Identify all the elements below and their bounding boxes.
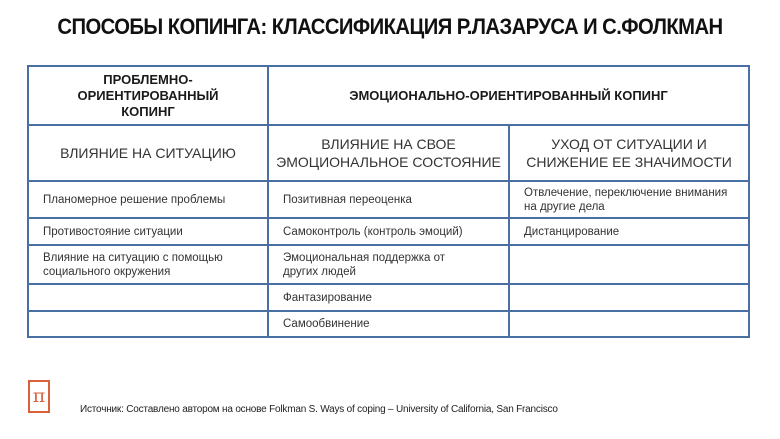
table-row <box>28 245 749 284</box>
coping-table <box>27 65 750 338</box>
column-header-situation: ВЛИЯНИЕ НА СИТУАЦИЮ <box>28 125 268 181</box>
header-problem-focused: ПРОБЛЕМНО-ОРИЕНТИРОВАННЫЙ КОПИНГ <box>28 66 268 125</box>
table-row <box>28 181 749 218</box>
table-cell <box>28 284 268 311</box>
table-cell: Отвлечение, переключение внимания на другие дела <box>509 181 749 218</box>
table-cell: Фантазирование <box>268 284 509 311</box>
table-cell: Самообвинение <box>268 311 509 337</box>
table-cell: Позитивная переоценка <box>268 181 509 218</box>
table-cell: Противостояние ситуации <box>28 218 268 245</box>
table-row <box>28 284 749 311</box>
table-cell <box>28 311 268 337</box>
table-cell <box>509 311 749 337</box>
page-title: СПОСОБЫ КОПИНГА: КЛАССИФИКАЦИЯ Р.ЛАЗАРУСА И С.ФОЛКМАН <box>57 14 723 39</box>
table-cell: Эмоциональная поддержка от других людей <box>268 245 509 284</box>
table-row <box>28 218 749 245</box>
column-header-avoidance: УХОД ОТ СИТУАЦИИ И СНИЖЕНИЕ ЕЕ ЗНАЧИМОСТИ <box>509 125 749 181</box>
table-cell: Влияние на ситуацию с помощью социального окружения <box>28 245 268 284</box>
table-cell <box>509 284 749 311</box>
table-cell <box>509 245 749 284</box>
table-cell: Самоконтроль (контроль эмоций) <box>268 218 509 245</box>
group-header-row <box>28 66 749 125</box>
pi-logo-icon: π <box>28 380 50 413</box>
column-header-row <box>28 125 749 181</box>
table-row <box>28 311 749 337</box>
source-note: Источник: Составлено автором на основе Folkman S. Ways of coping – University of California, San Francisco <box>80 404 558 415</box>
table-cell: Дистанцирование <box>509 218 749 245</box>
header-emotion-focused: ЭМОЦИОНАЛЬНО-ОРИЕНТИРОВАННЫЙ КОПИНГ <box>268 66 749 125</box>
column-header-emotional-state: ВЛИЯНИЕ НА СВОЕ ЭМОЦИОНАЛЬНОЕ СОСТОЯНИЕ <box>268 125 509 181</box>
table-cell: Планомерное решение проблемы <box>28 181 268 218</box>
